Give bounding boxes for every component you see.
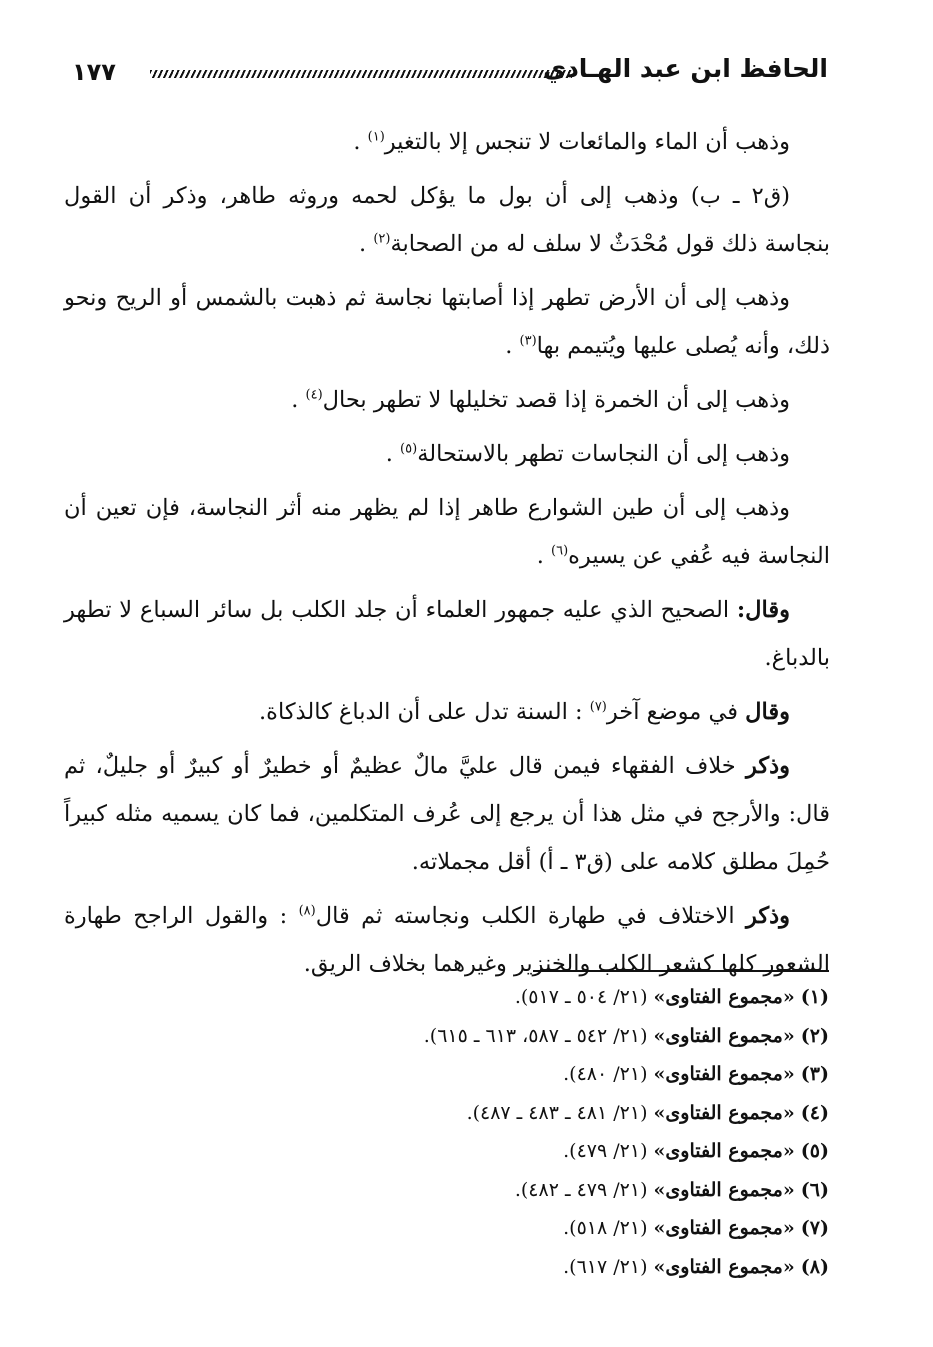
paragraph-text: في موضع آخر [606,699,746,725]
footnote-source: «مجموع الفتاوى» [653,1063,795,1085]
footnote-reference: (٢١/ ٤٨١ ـ ٤٨٣ ـ ٤٨٧). [466,1101,654,1124]
paragraph-tail: . [353,129,368,155]
footnote-number: (٦) [800,1178,829,1201]
footnote-reference: (٢١/ ٤٨٠). [563,1063,654,1085]
paragraph [64,892,830,988]
page-header [66,50,828,94]
paragraph-tail: . [385,441,401,467]
paragraph-tail: . [505,333,520,359]
footnote-reference: (٢١/ ٤٧٩ ـ ٤٨٢). [514,1178,654,1201]
paragraph-tail: . [359,231,374,257]
footnote-reference: (٢١/ ٤٧٩). [563,1140,654,1162]
paragraph-text: الصحيح الذي عليه جمهور العلماء أن جلد الكلب بل سائر السباع لا تطهر بالدباغ. [64,597,830,671]
footnote-marker: (٨) [298,903,316,919]
paragraph [64,688,830,736]
footnote-separator [533,970,829,972]
paragraph-lead: وقال [745,699,790,725]
paragraph-tail: : السنة تدل على أن الدباغ كالذكاة. [259,699,590,725]
footnote-number: (٢) [800,1024,829,1047]
running-title: الحافظ ابن عبد الهـادي [543,54,828,83]
paragraph [64,172,830,268]
footnote-number: (١) [800,986,829,1008]
footnote-source: «مجموع الفتاوى» [653,1178,795,1201]
footnote [129,1171,829,1210]
footnote-reference: (٢١/ ٥٠٤ ـ ٥١٧). [514,986,654,1008]
paragraph [64,430,830,478]
paragraph-text: وذهب إلى أن الأرض تطهر إذا أصابتها نجاسة ثم ذهبت بالشمس أو الريح ونحو ذلك، وأنه يُصلى عليها ويُتيمم بها [64,285,830,359]
paragraph-text: وذهب إلى أن طين الشوارع طاهر إذا لم يظهر منه أثر النجاسة، فإن تعين أن النجاسة فيه عُفي عن يسيره [64,495,830,569]
paragraph-text: الاختلاف في طهارة الكلب ونجاسته ثم قال [315,903,746,929]
paragraph-text: خلاف الفقهاء فيمن قال عليَّ مالٌ عظيمٌ أو خطيرٌ أو كبيرٌ أو جليلٌ، ثم قال: والأرجح في مثل هذا أن يرجع إلى عُرف المتكلمين، فما كان يسميه مثله كبيراً حُمِلَ مطلق كلامه على (ق٣ ـ أ) أقل مجملاته. [64,753,830,875]
page-number: ١٧٧ [72,58,116,86]
footnote-source: «مجموع الفتاوى» [653,1024,795,1047]
paragraph-text: وذهب إلى أن الخمرة إذا قصد تخليلها لا تطهر بحال [322,387,790,413]
footnote [129,1209,829,1248]
footnote [129,1132,829,1171]
paragraph [64,484,830,580]
footnote-source: «مجموع الفتاوى» [653,986,795,1008]
footnote-number: (٧) [800,1217,829,1239]
footnote-marker: (٣) [519,333,537,349]
footnote-reference: (٢١/ ٥٤٢ ـ ٥٨٧، ٦١٣ ـ ٦١٥). [423,1024,654,1047]
footnote-reference: (٢١/ ٦١٧). [563,1255,654,1278]
footnote-number: (٤) [800,1101,829,1124]
footnote-marker: (٦) [551,543,569,559]
header-decorative-rule [150,70,572,78]
footnote [129,978,829,1017]
paragraph-text: وذهب إلى أن النجاسات تطهر بالاستحالة [417,441,790,467]
footnote-source: «مجموع الفتاوى» [653,1255,795,1278]
footnotes [129,978,829,1286]
main-text [64,118,830,994]
footnote-marker: (٤) [305,387,323,403]
footnote-reference: (٢١/ ٥١٨). [563,1217,654,1239]
paragraph [64,118,830,166]
paragraph-lead: وذكر [745,753,790,779]
footnote-marker: (١) [367,129,385,145]
footnote-number: (٣) [800,1063,829,1085]
footnote-source: «مجموع الفتاوى» [653,1101,795,1124]
paragraph-text: وذهب أن الماء والمائعات لا تنجس إلا بالتغير [384,129,790,155]
footnote-marker: (٢) [373,231,391,247]
footnote [129,1055,829,1094]
footnote-source: «مجموع الفتاوى» [653,1140,795,1162]
paragraph-lead: وذكر [746,903,791,929]
paragraph [64,742,830,886]
paragraph-tail: . [291,387,306,413]
footnote-source: «مجموع الفتاوى» [653,1217,795,1239]
footnote-marker: (٧) [589,699,607,715]
footnote [129,1248,829,1287]
paragraph-tail: : والقول الراجح طهارة الشعور كلها كشعر الكلب والخنزير وغيرهما بخلاف الريق. [64,903,830,977]
footnote-number: (٨) [800,1255,829,1278]
paragraph [64,376,830,424]
paragraph-tail: . [536,543,551,569]
footnote [129,1094,829,1133]
paragraph [64,274,830,370]
footnote [129,1017,829,1056]
footnote-marker: (٥) [400,441,418,457]
footnote-number: (٥) [800,1140,829,1162]
paragraph-text: (ق٢ ـ ب) وذهب إلى أن بول ما يؤكل لحمه وروثه طاهر، وذكر أن القول بنجاسة ذلك قول مُحْدَثٌ لا سلف له من الصحابة [64,183,830,257]
paragraph [64,586,830,682]
paragraph-lead: وقال: [736,597,790,623]
